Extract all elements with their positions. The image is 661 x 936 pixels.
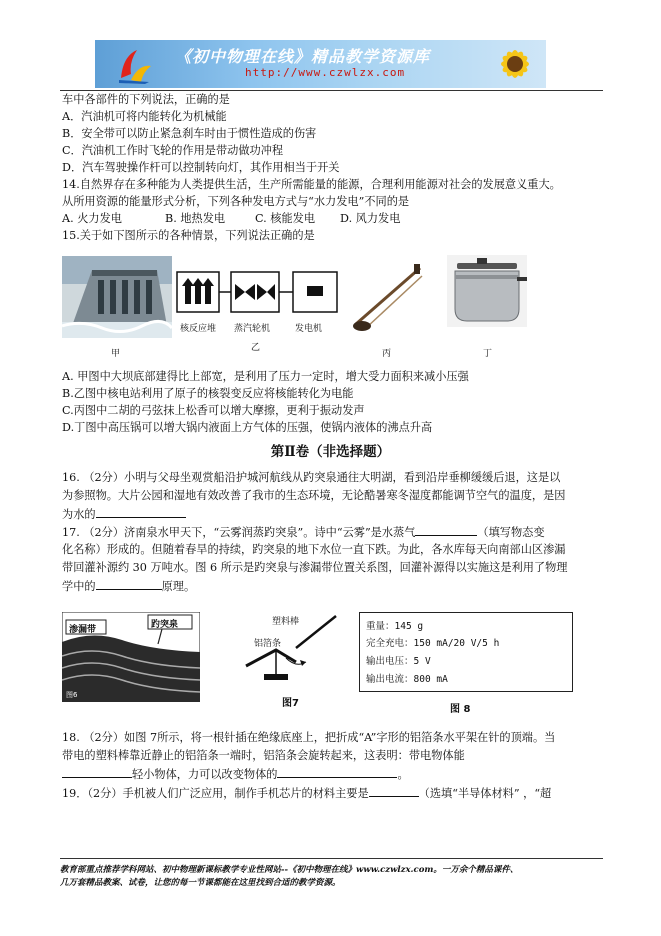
banner-url: http://www.czwlzx.com <box>245 66 406 79</box>
q17-line-2: 化名称）形成的。但随着春旱的持续，趵突泉的地下水位一直下跌。为此，各水库每天向南部山区渗漏 <box>62 543 566 556</box>
spec-voltage: 输出电压：5 V <box>366 656 431 667</box>
q19-line-1 <box>62 785 551 802</box>
footer-line-1: 教育部重点推荐学科网站、初中物理新课标教学专业性网站--《初中物理在线》www.czwlzx.com。一万余个精品课件、 <box>60 865 519 875</box>
section-title: 第Ⅱ卷（非选择题） <box>270 444 391 460</box>
q16-answer-blank[interactable] <box>96 506 186 518</box>
fig-caption-ding: 丁 <box>483 349 493 359</box>
fig-b-label-reactor: 核反应堆 <box>180 324 217 334</box>
logo-icon <box>115 44 155 84</box>
q18-line-3 <box>62 766 409 783</box>
q18-line-1: 18. （2分）如图 7所示，将一根针插在绝缘底座上，把折成“A”字形的铝箔条水平架在针的顶端。当 <box>62 731 556 744</box>
header-rule <box>60 90 603 91</box>
q17-line-4 <box>62 578 195 595</box>
pressure-cooker-figure <box>447 255 527 327</box>
dam-figure <box>62 256 172 338</box>
q18-answer-blank-2[interactable] <box>277 766 397 778</box>
spec-charge: 完全充电：150 mA/20 V/5 h <box>366 638 500 649</box>
fig-caption-yi: 乙 <box>251 343 261 353</box>
q14-option-d: D. 风力发电 <box>340 212 401 225</box>
footer-line-2: 几万套精品教案、试卷，让您的每一节课都能在这里找到合适的教学资源。 <box>60 878 341 888</box>
q18-answer-blank-1[interactable] <box>62 766 132 778</box>
q15-option-c: C.丙图中二胡的弓弦抹上松香可以增大摩擦，更利于振动发声 <box>62 404 365 417</box>
q19-text-1b: （选填“半导体材料” ，“超 <box>418 787 552 800</box>
q17-answer-blank-1[interactable] <box>415 524 477 536</box>
q17-text-1b: （填写物态变 <box>477 526 545 539</box>
q19-answer-blank[interactable] <box>369 785 419 797</box>
fig7-label-foil: 铝箔条 <box>254 639 282 649</box>
q15-option-a: A. 甲图中大坝底部建得比上部宽，是利用了压力一定时，增大受力面积来减小压强 <box>62 370 469 383</box>
q15-stem: 15.关于如下图所示的各种情景，下列说法正确的是 <box>62 229 315 242</box>
fig6-caption: 图6 <box>66 691 78 699</box>
q18-line-2: 带电的塑料棒靠近静止的铝箔条一端时，铝箔条会旋转起来，这表明：带电物体能 <box>62 749 465 762</box>
fig-caption-bing: 丙 <box>382 349 392 359</box>
spec-current: 输出电流：800 mA <box>366 674 448 685</box>
q16-text: 为水的 <box>62 508 96 521</box>
fig7-label-rod: 塑料棒 <box>272 617 300 627</box>
q17-text-4a: 学中的 <box>62 580 96 593</box>
q19-text-1a: 19．（2分）手机被人们广泛应用，制作手机芯片的材料主要是 <box>62 787 369 800</box>
q15-option-d: D.丁图中高压锅可以增大锅内液面上方气体的压强，使锅内液体的沸点升高 <box>62 421 433 434</box>
q15-option-b: B.乙图中核电站利用了原子的核裂变反应将核能转化为电能 <box>62 387 354 400</box>
footer-rule <box>60 858 603 859</box>
header-banner <box>95 40 546 88</box>
q18-text-3a: 轻小物体，力可以改变物体的 <box>132 768 278 781</box>
banner-title: 《初中物理在线》精品教学资源库 <box>175 47 431 66</box>
fig-caption-jia: 甲 <box>111 349 121 359</box>
q14-option-a: A. 火力发电 <box>62 212 122 225</box>
fig8-caption: 图 8 <box>450 704 471 715</box>
power-bank-spec-box <box>359 612 573 692</box>
q14-option-b: B. 地热发电 <box>165 212 226 225</box>
fig-b-label-turbine: 蒸汽轮机 <box>234 324 271 334</box>
q16-line-2: 为参照物。大片公园和湿地有效改善了我市的生态环境，无论酷暑寒冬湿度都能调节空气的温度，是因 <box>62 489 566 502</box>
q17-text-4b: 原理。 <box>161 580 196 593</box>
q16-line-1: 16. （2分）小明与父母坐观赏船沿护城河航线从趵突泉通往大明湖，看到沿岸垂柳缓缓后退，这是以 <box>62 471 561 484</box>
q17-answer-blank-2[interactable] <box>96 578 162 590</box>
q14-option-c: C. 核能发电 <box>255 212 316 225</box>
fig6-label-spring: 趵突泉 <box>151 620 179 630</box>
q13-option-a: A．汽油机可将内能转化为机械能 <box>62 110 227 123</box>
q17-line-1 <box>62 524 545 541</box>
fig6-label-leak: 渗漏带 <box>69 625 97 635</box>
q13-option-c: C．汽油机工作时飞轮的作用是带动做功冲程 <box>62 144 284 157</box>
q16-line-3 <box>62 506 186 523</box>
q13-option-d: D．汽车驾驶操作杆可以控制转向灯，其作用相当于开关 <box>62 161 340 174</box>
spec-weight: 重量：145 g <box>366 621 424 632</box>
q13-option-b: B．安全带可以防止紧急刹车时由于惯性造成的伤害 <box>62 127 317 140</box>
q14-line-1: 14.自然界存在多种能为人类提供生活，生产所需能量的能源，合理利用能源对社会的发展意义重大。 <box>62 178 561 191</box>
fig7-caption: 图7 <box>282 698 299 709</box>
q18-text-3b: 。 <box>397 768 409 781</box>
fig-b-label-generator: 发电机 <box>295 324 323 334</box>
q17-text-1a: 17. （2分）济南泉水甲天下，“云雾润蒸趵突泉”。诗中“云雾”是水蒸气 <box>62 526 416 539</box>
erhu-figure <box>348 262 428 338</box>
q13-stem: 车中各部件的下列说法，正确的是 <box>62 93 230 106</box>
sunflower-icon <box>483 40 546 88</box>
q17-line-3: 带回灌补源约 30 万吨水。图 6 所示是趵突泉与渗漏带位置关系图，回灌补源得以实施这是利用了物理 <box>62 561 568 574</box>
q14-line-2: 从所用资源的能量形式分析，下列各种发电方式与“水力发电”不同的是 <box>62 195 410 208</box>
